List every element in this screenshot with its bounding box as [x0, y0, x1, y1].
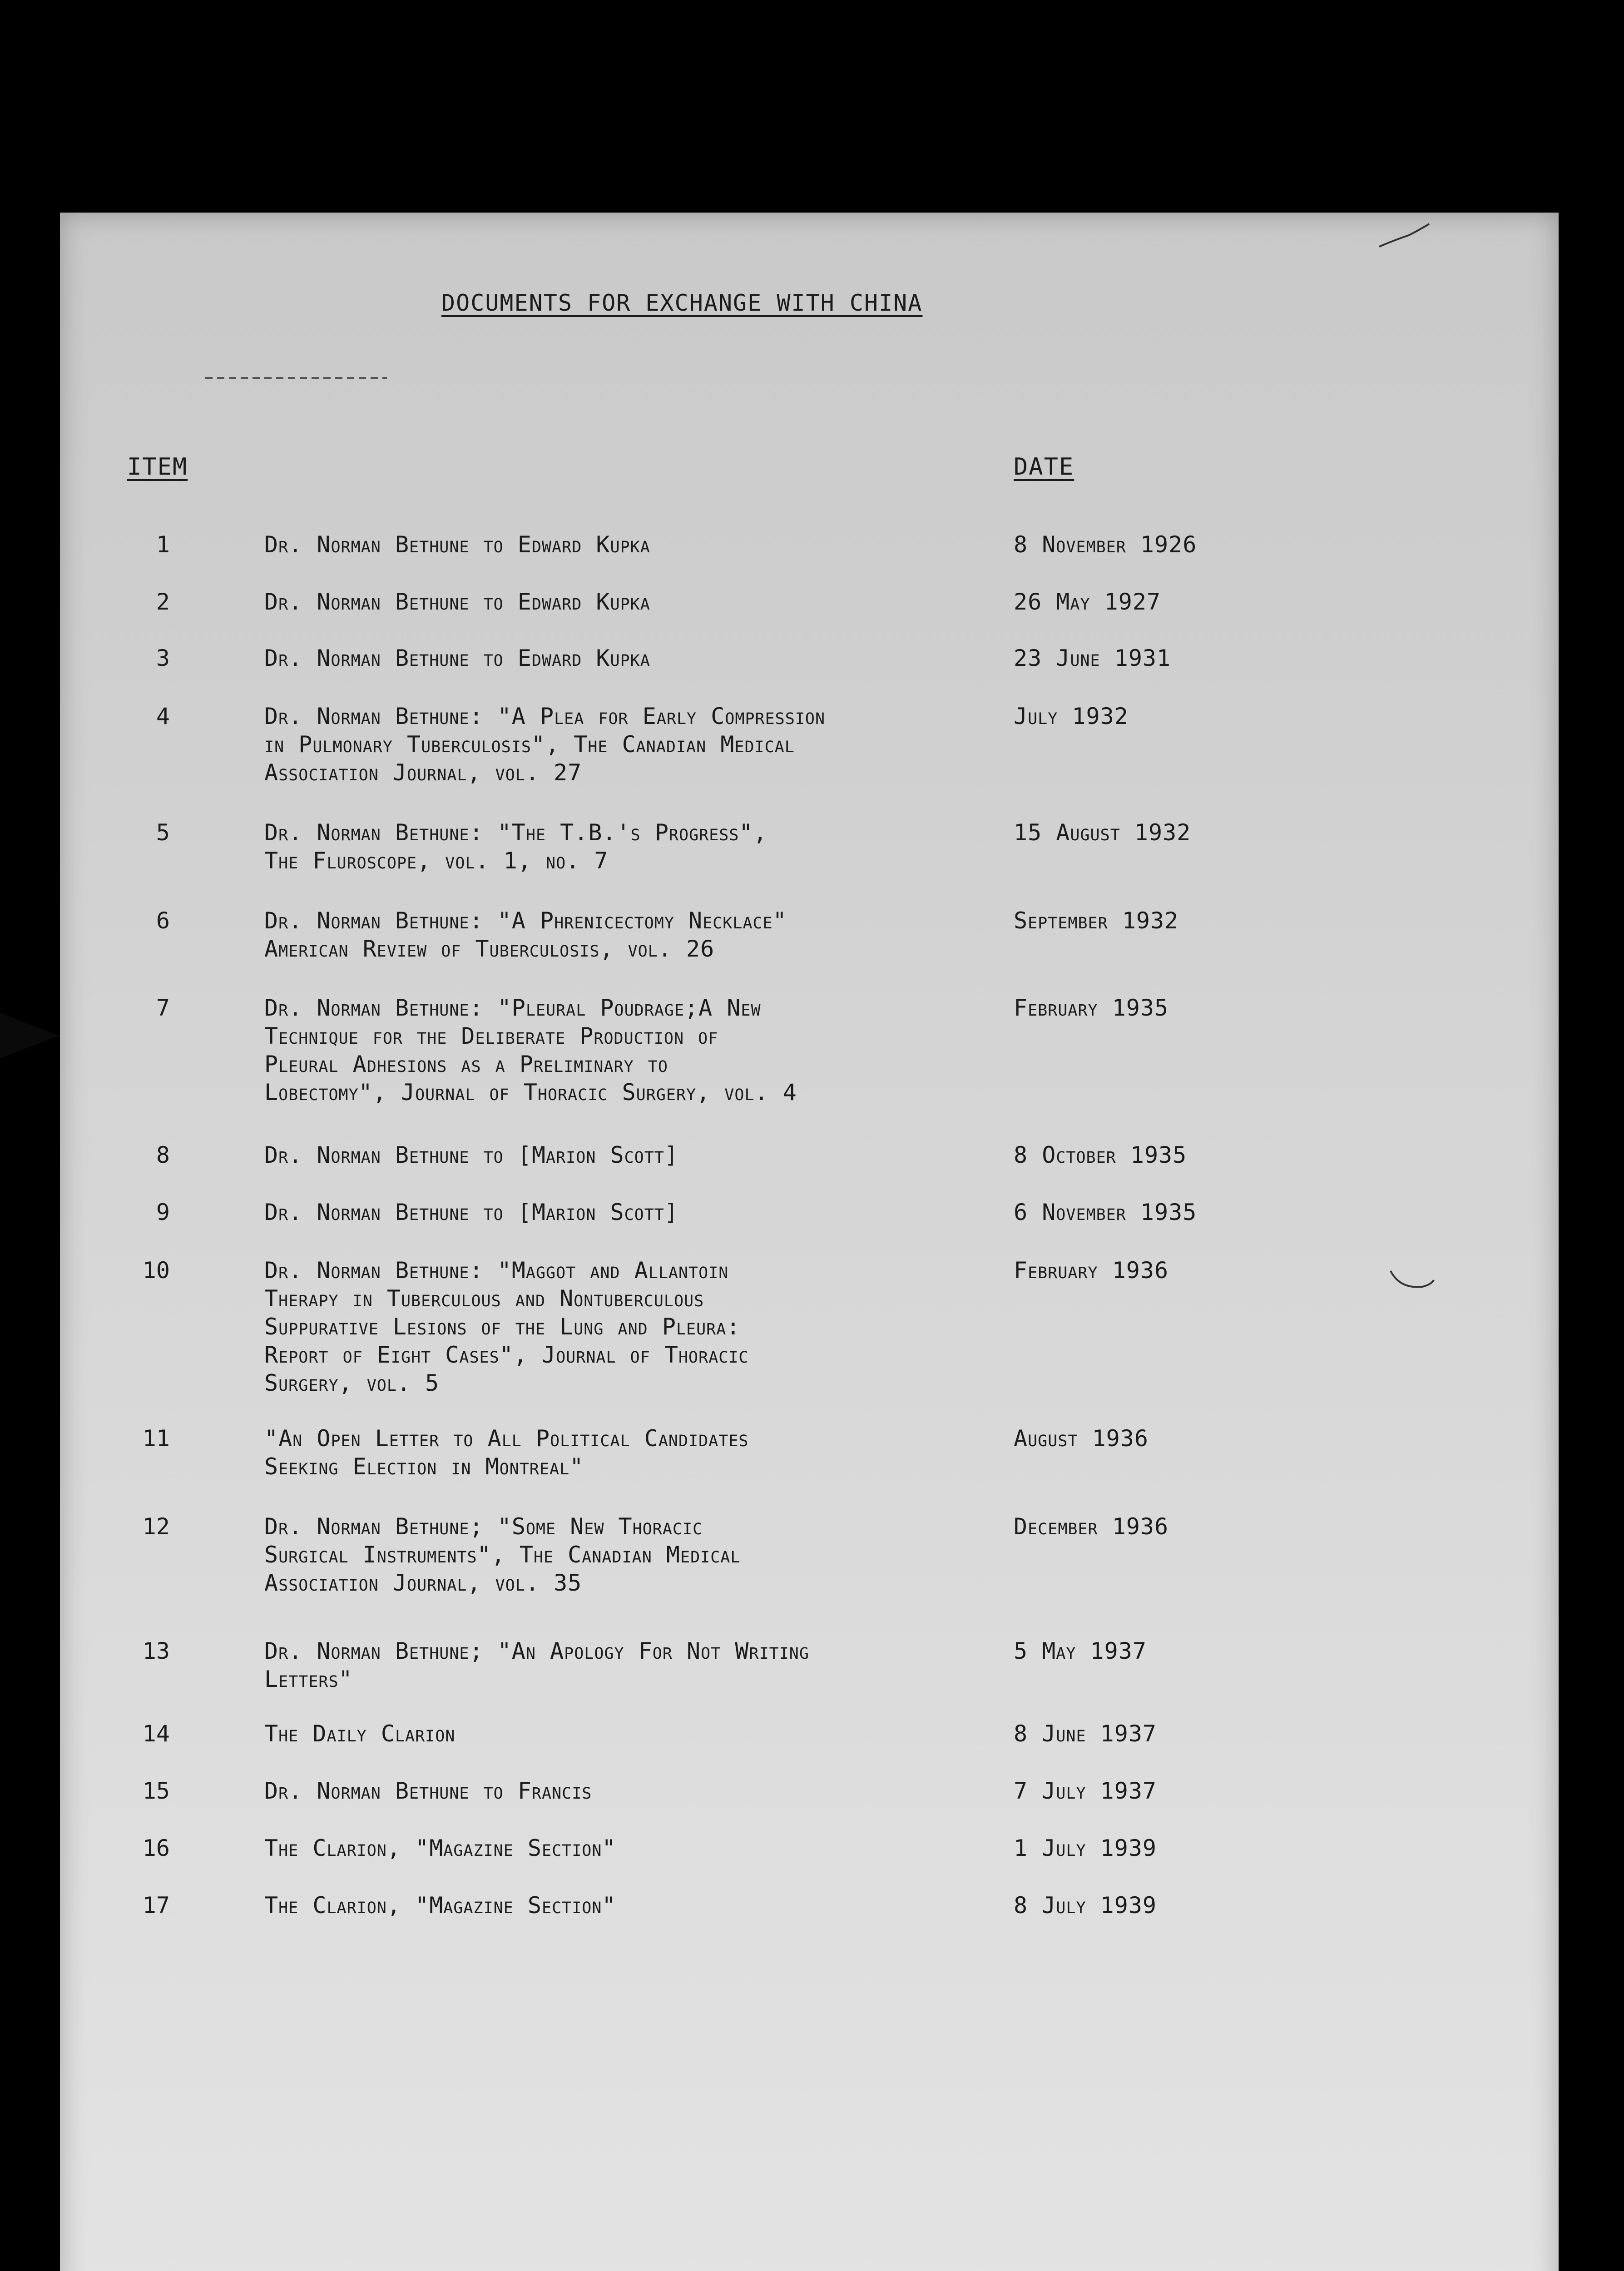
item-date: 26 May 1927 [1014, 589, 1161, 615]
item-date: 8 October 1935 [1014, 1142, 1187, 1168]
item-number: 8 [156, 1142, 170, 1168]
item-description: Dr. Norman Bethune to Edward Kupka [264, 645, 650, 671]
item-date: 8 November 1926 [1014, 531, 1197, 558]
item-description: Dr. Norman Bethune: "The T.B.'s Progress", The Fluroscope, vol. 1, no. 7 [264, 819, 767, 874]
item-description: Dr. Norman Bethune to Edward Kupka [264, 589, 650, 615]
item-date: 15 August 1932 [1014, 819, 1191, 846]
item-number: 16 [142, 1835, 170, 1861]
item-description: "An Open Letter to All Political Candidates Seeking Election in Montreal" [264, 1425, 749, 1480]
item-date: August 1936 [1014, 1425, 1149, 1452]
column-header-item: ITEM [127, 453, 188, 481]
item-description: Dr. Norman Bethune: "A Plea for Early Compression in Pulmonary Tuberculosis", The Canadian Medical Association Journal, vol. 27 [264, 703, 826, 786]
item-number: 5 [156, 819, 170, 846]
item-number: 12 [142, 1513, 170, 1540]
item-description: Dr. Norman Bethune; "An Apology For Not Writing Letters" [264, 1638, 809, 1692]
item-description: Dr. Norman Bethune: "Maggot and Allantoin Therapy in Tuberculous and Nontuberculous Suppurative Lesions of the Lung and Pleura: Report of Eight Cases", Journal of Thoracic Surgery, vol. 5 [264, 1257, 749, 1396]
item-date: September 1932 [1014, 907, 1179, 934]
item-number: 15 [142, 1778, 170, 1804]
item-number: 7 [156, 995, 170, 1021]
item-description: The Daily Clarion [264, 1721, 456, 1747]
document-page [60, 213, 1559, 2271]
item-number: 9 [156, 1199, 170, 1225]
item-description: The Clarion, "Magazine Section" [264, 1892, 616, 1919]
item-date: February 1935 [1014, 995, 1169, 1021]
item-date: February 1936 [1014, 1257, 1169, 1284]
item-description: Dr. Norman Bethune to Edward Kupka [264, 531, 650, 558]
item-description: Dr. Norman Bethune: "Pleural Poudrage;A New Technique for the Deliberate Production of Pleural Adhesions as a Preliminary to Lobectomy", Journal of Thoracic Surgery, vol. 4 [264, 995, 797, 1106]
item-number: 3 [156, 645, 170, 671]
item-number: 17 [142, 1892, 170, 1919]
item-number: 10 [142, 1257, 170, 1284]
item-description: Dr. Norman Bethune; "Some New Thoracic Surgical Instruments", The Canadian Medical Association Journal, vol. 35 [264, 1513, 741, 1596]
item-date: 8 July 1939 [1014, 1892, 1157, 1919]
item-number: 1 [156, 531, 170, 558]
item-number: 2 [156, 589, 170, 615]
document-title: DOCUMENTS FOR EXCHANGE WITH CHINA [441, 290, 923, 316]
item-date: 8 June 1937 [1014, 1721, 1157, 1747]
item-date: December 1936 [1014, 1513, 1169, 1540]
item-description: Dr. Norman Bethune to Francis [264, 1778, 592, 1804]
item-number: 11 [142, 1425, 170, 1452]
item-number: 13 [142, 1638, 170, 1664]
item-date: 1 July 1939 [1014, 1835, 1157, 1861]
item-date: July 1932 [1014, 703, 1129, 729]
item-date: 7 July 1937 [1014, 1778, 1157, 1804]
pen-stroke-mark [1377, 222, 1431, 249]
column-header-date: DATE [1014, 453, 1074, 481]
item-description: Dr. Norman Bethune to [Marion Scott] [264, 1199, 678, 1225]
pencil-check-mark [1386, 1266, 1436, 1294]
item-number: 4 [156, 703, 170, 729]
item-number: 6 [156, 907, 170, 934]
item-description: Dr. Norman Bethune: "A Phrenicectomy Necklace" American Review of Tuberculosis, vol. 26 [264, 907, 787, 962]
item-date: 5 May 1937 [1014, 1638, 1147, 1664]
item-date: 6 November 1935 [1014, 1199, 1197, 1225]
dashed-mark [205, 377, 387, 379]
item-date: 23 June 1931 [1014, 645, 1171, 671]
item-number: 14 [142, 1721, 170, 1747]
item-description: The Clarion, "Magazine Section" [264, 1835, 616, 1861]
item-description: Dr. Norman Bethune to [Marion Scott] [264, 1142, 678, 1168]
triangle-pointer-icon [0, 1013, 59, 1058]
